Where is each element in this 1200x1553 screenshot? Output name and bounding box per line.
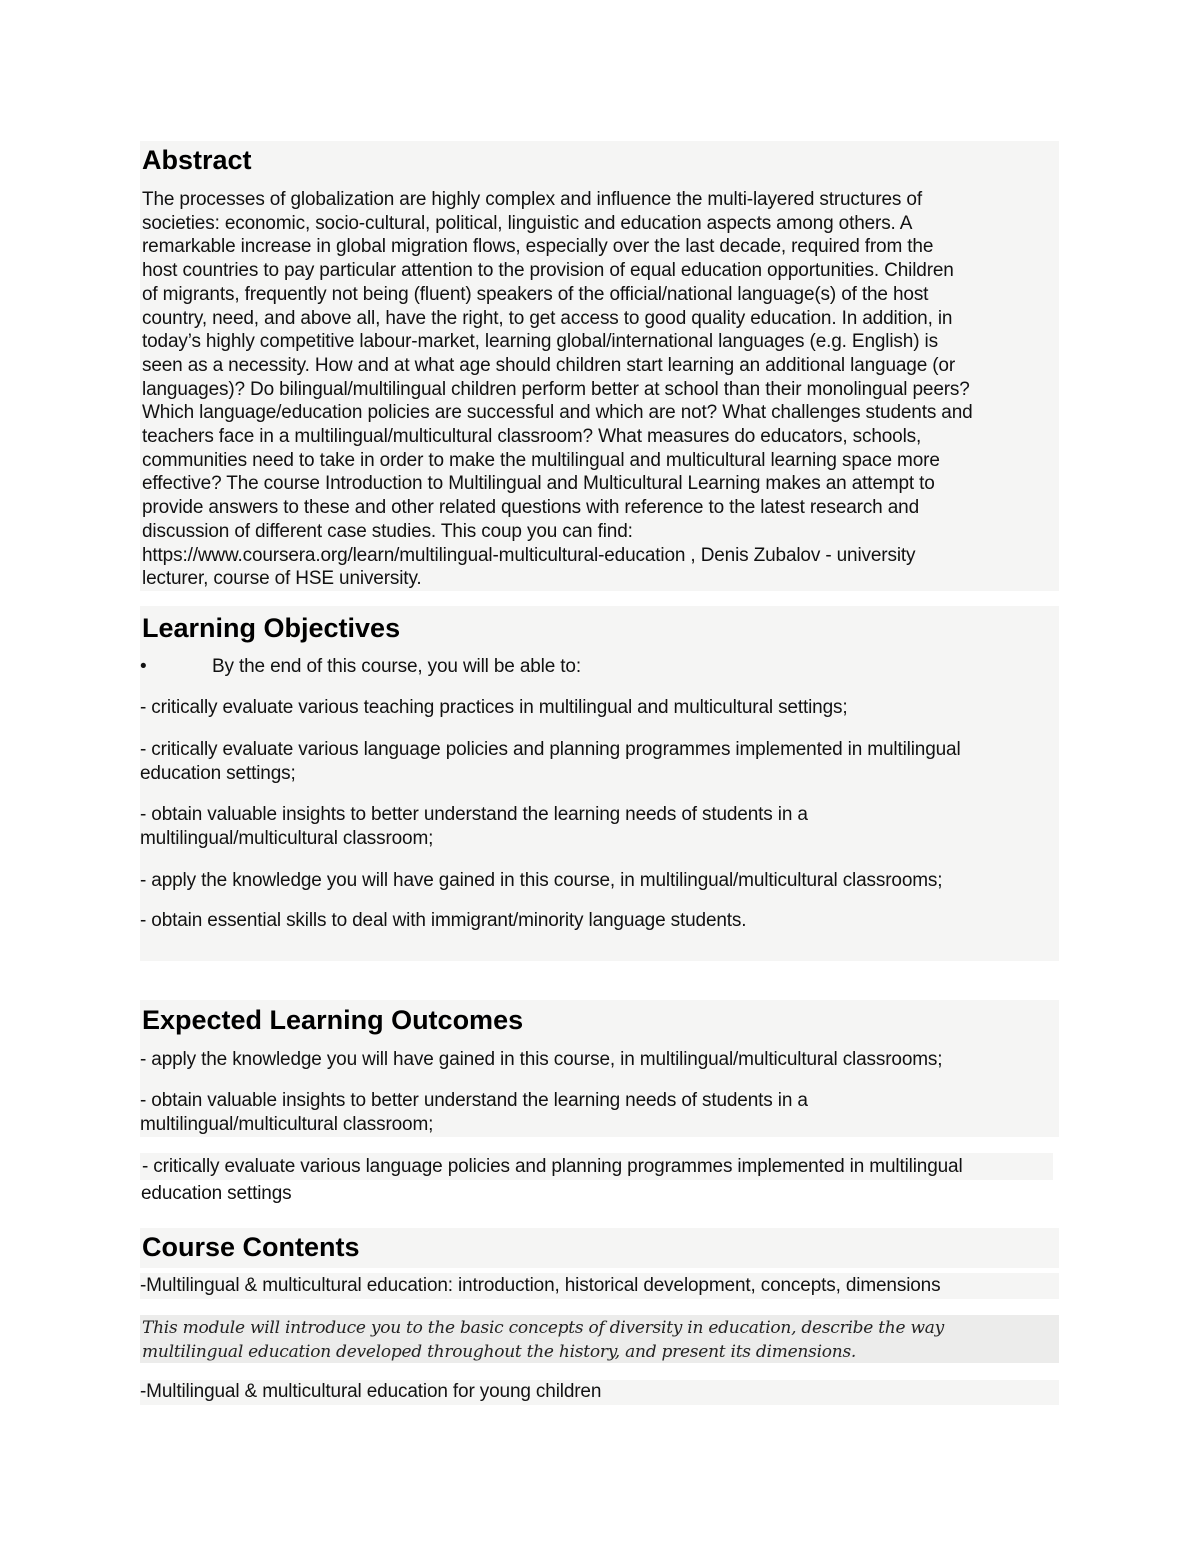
outcome-item	[140, 1048, 1059, 1072]
objective-text: - critically evaluate various language policies and planning programmes implemented in multilingual	[140, 739, 961, 760]
module-description-text	[142, 1316, 944, 1364]
abstract-paragraph	[140, 188, 1061, 591]
abstract-section	[140, 141, 1059, 591]
content-item	[140, 1380, 1059, 1405]
abstract-line: discussion of different case studies. This coup you can find:	[142, 520, 633, 542]
learning-objectives-heading: Learning Objectives	[142, 613, 401, 643]
objective-item	[140, 869, 1059, 893]
bullet-intro: By the end of this course, you will be able to:	[212, 656, 581, 677]
outcome-item	[140, 1089, 1059, 1136]
abstract-link-line: https://www.coursera.org/learn/multilingual-multicultural-education , Denis Zubalov - university	[142, 544, 916, 566]
outcome-text-continued: education settings	[141, 1183, 292, 1204]
objective-item	[140, 909, 1059, 933]
module-description-line: This module will introduce you to the basic concepts of diversity in education, describe the way	[142, 1318, 945, 1338]
objective-item	[140, 738, 1059, 785]
objective-item	[140, 696, 1059, 720]
abstract-line: seen as a necessity. How and at what age should children start learning an additional language (or	[142, 354, 956, 376]
objective-item	[140, 803, 1059, 850]
abstract-line: societies: economic, socio-cultural, political, linguistic and education aspects among others. A	[142, 212, 913, 234]
course-contents-section	[140, 1228, 1059, 1268]
outcome-text: - apply the knowledge you will have gained in this course, in multilingual/multicultural classrooms;	[140, 1049, 943, 1070]
objective-text: - obtain essential skills to deal with immigrant/minority language students.	[140, 910, 747, 931]
course-contents-heading: Course Contents	[142, 1232, 360, 1262]
objective-text: multilingual/multicultural classroom;	[140, 827, 434, 849]
bullet-icon: •	[140, 656, 147, 677]
abstract-line: provide answers to these and other related questions with reference to the latest research and	[142, 497, 919, 519]
objective-text: - apply the knowledge you will have gained in this course, in multilingual/multicultural classrooms;	[140, 870, 943, 891]
expected-outcomes-heading: Expected Learning Outcomes	[142, 1005, 524, 1035]
outcome-item	[140, 1153, 1053, 1180]
abstract-line: effective? The course Introduction to Multilingual and Multicultural Learning makes an attempt to	[142, 473, 935, 495]
abstract-line: lecturer, course of HSE university.	[142, 568, 422, 590]
objective-text: - critically evaluate various teaching practices in multilingual and multicultural settings;	[140, 697, 848, 718]
content-item	[140, 1273, 1059, 1299]
outcome-text: - obtain valuable insights to better understand the learning needs of students in a	[140, 1090, 808, 1111]
abstract-line: country, need, and above all, have the right, to get access to good quality education. In addition, in	[142, 307, 953, 329]
expected-outcomes-section	[140, 1000, 1059, 1137]
learning-objectives-section	[140, 606, 1059, 961]
abstract-heading: Abstract	[142, 145, 252, 175]
abstract-line: teachers face in a multilingual/multicultural classroom? What measures do educators, schools,	[142, 426, 922, 448]
abstract-line: The processes of globalization are highly complex and influence the multi-layered structures of	[142, 189, 922, 210]
abstract-line: today’s highly competitive labour-market, learning global/international languages (e.g. English) is	[142, 331, 938, 353]
abstract-line: host countries to pay particular attention to the provision of equal education opportunities. Children	[142, 260, 954, 282]
content-item-text: -Multilingual & multicultural education for young children	[140, 1381, 602, 1402]
objective-text: - obtain valuable insights to better understand the learning needs of students in a	[140, 804, 808, 825]
content-item-text: -Multilingual & multicultural education: introduction, historical development, concepts, dimensions	[140, 1275, 941, 1296]
abstract-line: communities need to take in order to make the multilingual and multicultural learning space more	[142, 449, 940, 471]
objective-text: education settings;	[140, 762, 296, 784]
module-description-line: multilingual education developed throughout the history, and present its dimensions.	[142, 1342, 857, 1362]
abstract-line: languages)? Do bilingual/multilingual children perform better at school than their monolingual peers?	[142, 378, 970, 400]
outcome-text: - critically evaluate various language policies and planning programmes implemented in multilingual	[142, 1156, 963, 1177]
abstract-line: remarkable increase in global migration flows, especially over the last decade, required from the	[142, 236, 934, 258]
abstract-line: of migrants, frequently not being (fluent) speakers of the official/national language(s) of the host	[142, 283, 929, 305]
module-description	[140, 1315, 1059, 1363]
outcome-text: multilingual/multicultural classroom;	[140, 1113, 434, 1135]
abstract-line: Which language/education policies are successful and which are not? What challenges students and	[142, 402, 973, 424]
